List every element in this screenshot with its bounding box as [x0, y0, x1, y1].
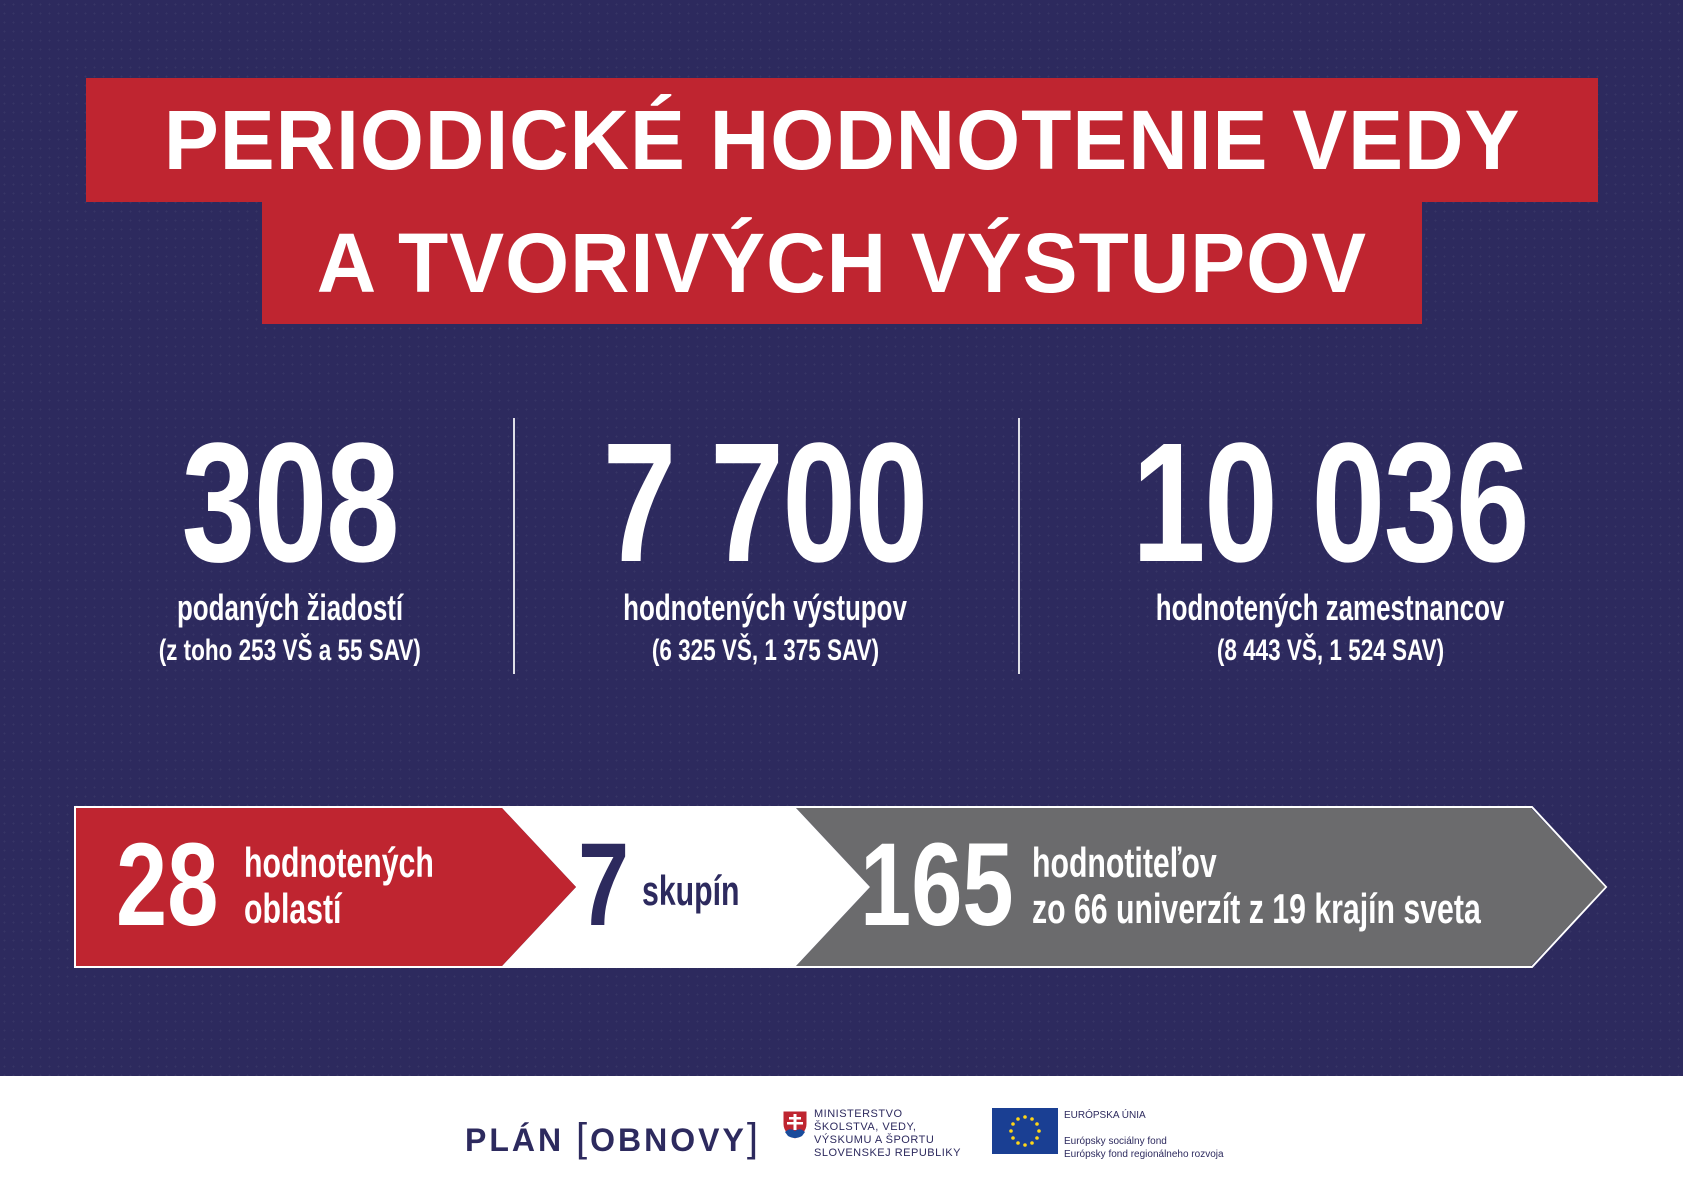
stat-employees-number: 10 036 [1131, 408, 1529, 598]
summary-arrow-bar [74, 806, 1608, 968]
stat-applications-label: podaných žiadostí [176, 587, 404, 628]
title-line-2-bar [262, 202, 1422, 324]
plan-logo-right: OBNOVY [590, 1122, 747, 1158]
eu-line-2: Európsky fond regionálneho rozvoja [1064, 1149, 1224, 1160]
title-line-1: PERIODICKÉ HODNOTENIE VEDY [163, 93, 1521, 187]
groups-label-wrap [642, 868, 777, 914]
stat-applications-number: 308 [181, 408, 399, 598]
ministry-line-4: SLOVENSKEJ REPUBLIKY [814, 1147, 961, 1159]
eu-logo [992, 1108, 1058, 1159]
plan-obnovy-logo [465, 1116, 761, 1161]
areas-label-wrap [244, 840, 508, 932]
stat-employees-label: hodnotených zamestnancov [1155, 587, 1505, 628]
eu-text [1064, 1109, 1294, 1161]
evaluators-label-wrap [1032, 840, 1655, 932]
ministry-text [814, 1108, 984, 1160]
stat-outputs-sub: (6 325 VŠ, 1 375 SAV) [651, 633, 879, 667]
evaluators-label-1: hodnotiteľov [1032, 839, 1217, 886]
ministry-line-1: MINISTERSTVO [814, 1108, 903, 1120]
stat-employees [1040, 408, 1620, 667]
plan-logo-left: PLÁN [465, 1122, 565, 1158]
evaluators-number-wrap [860, 819, 1057, 951]
eu-line-1: Európsky sociálny fond [1064, 1136, 1167, 1147]
stat-employees-sub: (8 443 VŠ, 1 524 SAV) [1216, 633, 1444, 667]
title-line-1-bar [86, 78, 1598, 202]
areas-label-2: oblastí [244, 885, 342, 933]
bracket-right-icon: ] [746, 1116, 761, 1160]
divider-2 [1018, 418, 1020, 674]
eu-title: EURÓPSKA ÚNIA [1064, 1110, 1146, 1121]
areas-label-1: hodnotených [244, 839, 434, 886]
eu-flag-icon [992, 1108, 1058, 1154]
divider-1 [513, 418, 515, 674]
groups-number-wrap [578, 819, 644, 951]
title-line-2: A TVORIVÝCH VÝSTUPOV [316, 216, 1368, 310]
groups-label: skupín [642, 867, 740, 914]
areas-number-wrap [116, 819, 247, 951]
stat-applications-sub: (z toho 253 VŠ a 55 SAV) [158, 633, 422, 667]
ministry-line-3: VÝSKUMU A ŠPORTU [814, 1134, 935, 1146]
stat-applications [90, 408, 490, 667]
groups-number: 7 [578, 819, 630, 951]
stat-outputs [530, 408, 1000, 667]
bracket-left-icon: [ [576, 1116, 591, 1160]
ministry-line-2: ŠKOLSTVA, VEDY, [814, 1121, 917, 1133]
stat-outputs-label: hodnotených výstupov [623, 587, 907, 628]
stat-outputs-number: 7 700 [602, 408, 928, 598]
evaluators-label-2: zo 66 univerzít z 19 krajín sveta [1032, 885, 1481, 933]
slovak-coat-of-arms-icon [782, 1110, 808, 1140]
areas-number: 28 [116, 819, 219, 951]
evaluators-number: 165 [860, 819, 1014, 951]
